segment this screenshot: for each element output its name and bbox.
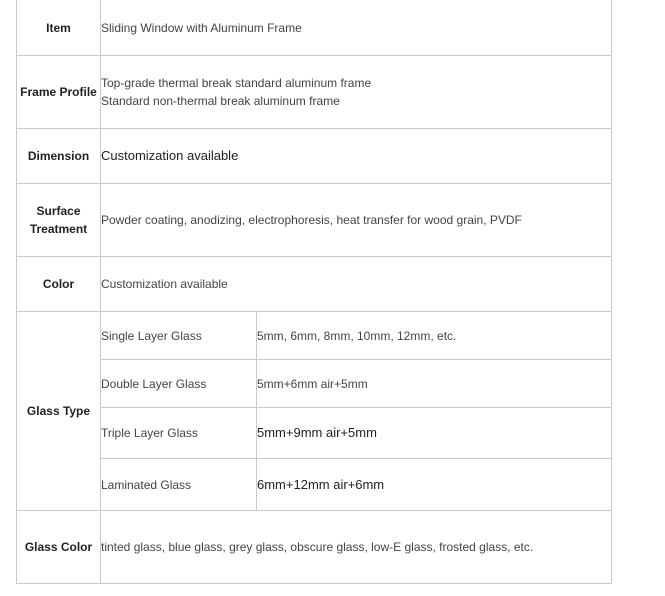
row-glass-laminated	[17, 459, 612, 511]
surface-treatment-value: Powder coating, anodizing, electrophoresis, heat transfer for wood grain, PVDF	[101, 184, 612, 257]
dimension-value: Customization available	[101, 129, 612, 184]
frame-profile-value	[101, 56, 612, 129]
frame-profile-line-1: Top-grade thermal break standard aluminum frame	[101, 76, 372, 90]
item-value: Sliding Window with Aluminum Frame	[101, 0, 612, 56]
color-label: Color	[17, 257, 101, 312]
glass-color-label: Glass Color	[17, 511, 101, 584]
spec-table	[16, 0, 612, 584]
row-dimension	[17, 129, 612, 184]
glass-type-name: Laminated Glass	[101, 459, 257, 511]
glass-type-name: Triple Layer Glass	[101, 408, 257, 459]
glass-type-label: Glass Type	[17, 312, 101, 511]
glass-type-name: Double Layer Glass	[101, 360, 257, 408]
dimension-label: Dimension	[17, 129, 101, 184]
frame-profile-line-2: Standard non-thermal break aluminum frame	[101, 94, 340, 108]
glass-color-value: tinted glass, blue glass, grey glass, obscure glass, low-E glass, frosted glass, etc.	[101, 511, 612, 584]
row-color	[17, 257, 612, 312]
frame-profile-label: Frame Profile	[17, 56, 101, 129]
surface-treatment-label-line-2: Treatment	[29, 222, 88, 236]
surface-treatment-label	[17, 184, 101, 257]
row-glass-triple	[17, 408, 612, 459]
surface-treatment-label-line-1: Surface	[36, 204, 81, 218]
row-glass-color	[17, 511, 612, 584]
glass-type-value: 5mm, 6mm, 8mm, 10mm, 12mm, etc.	[257, 312, 612, 360]
glass-type-name: Single Layer Glass	[101, 312, 257, 360]
row-glass-single	[17, 312, 612, 360]
item-label: Item	[17, 0, 101, 56]
row-surface-treatment	[17, 184, 612, 257]
glass-type-value: 6mm+12mm air+6mm	[257, 459, 612, 511]
color-value: Customization available	[101, 257, 612, 312]
glass-type-value: 5mm+6mm air+5mm	[257, 360, 612, 408]
glass-type-value: 5mm+9mm air+5mm	[257, 408, 612, 459]
row-item	[17, 0, 612, 56]
row-glass-double	[17, 360, 612, 408]
row-frame-profile	[17, 56, 612, 129]
